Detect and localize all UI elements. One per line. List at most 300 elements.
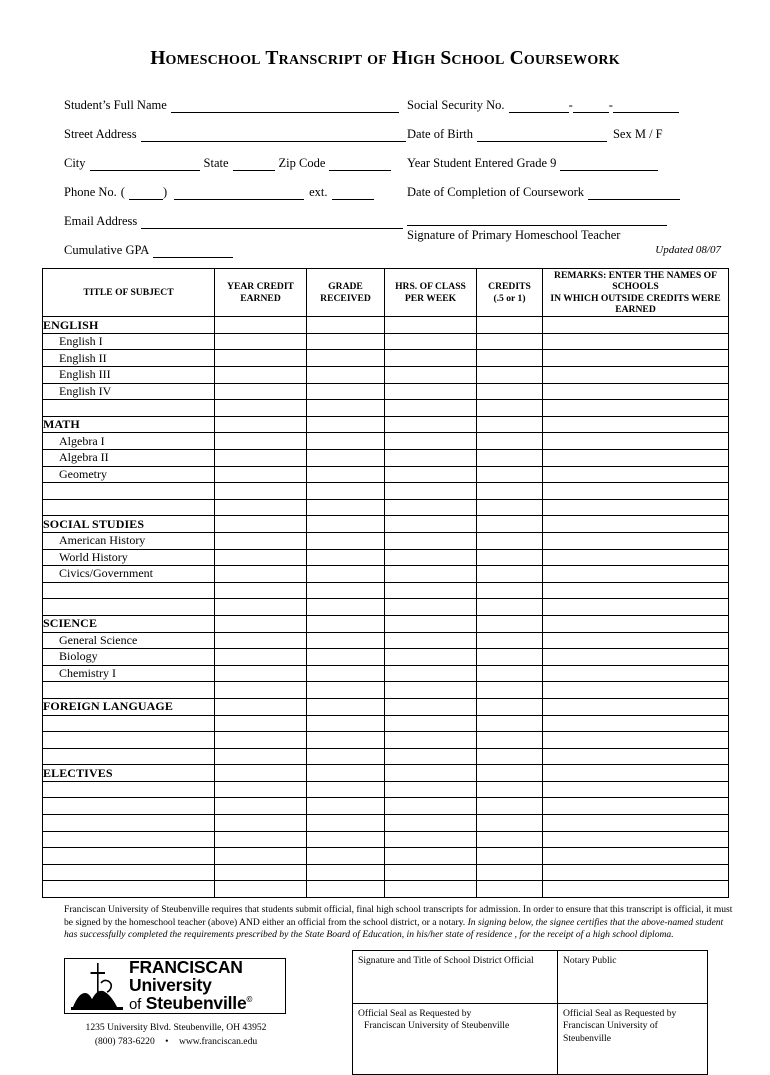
column-header-title-of-subject <box>43 269 215 317</box>
ssn-separator-1: - <box>568 98 573 112</box>
cell-grade-received[interactable] <box>307 483 385 500</box>
cell-year-credit-earned[interactable] <box>215 400 307 417</box>
column-header-grade-received <box>307 269 385 317</box>
table-row <box>43 698 729 715</box>
cell-grade-received[interactable] <box>307 649 385 666</box>
cell-year-credit-earned[interactable] <box>215 350 307 367</box>
label-school-district-official: Signature and Title of School District Official <box>358 955 534 966</box>
field-input-ssn-3[interactable] <box>613 101 679 113</box>
cell-school-district-official[interactable] <box>353 951 558 1004</box>
cell-year-credit-earned[interactable] <box>215 466 307 483</box>
cell-grade-received[interactable] <box>307 499 385 516</box>
cell-credits[interactable] <box>477 698 543 715</box>
cell-grade-received[interactable] <box>307 715 385 732</box>
cell-grade-received[interactable] <box>307 466 385 483</box>
cell-grade-received[interactable] <box>307 682 385 699</box>
cell-remarks[interactable] <box>543 516 729 533</box>
cell-hrs-per-week[interactable] <box>385 698 477 715</box>
cell-hrs-per-week[interactable] <box>385 615 477 632</box>
cell-year-credit-earned[interactable] <box>215 765 307 782</box>
cell-credits[interactable] <box>477 433 543 450</box>
field-input-student-name[interactable] <box>171 101 399 113</box>
cell-hrs-per-week[interactable] <box>385 400 477 417</box>
cell-grade-received[interactable] <box>307 350 385 367</box>
cell-year-credit-earned[interactable] <box>215 582 307 599</box>
field-input-date-of-completion[interactable] <box>588 188 680 200</box>
field-input-zip[interactable] <box>329 159 391 171</box>
cell-remarks[interactable] <box>543 649 729 666</box>
cell-grade-received[interactable] <box>307 516 385 533</box>
table-row <box>43 433 729 450</box>
cell-hrs-per-week[interactable] <box>385 765 477 782</box>
cell-credits[interactable] <box>477 615 543 632</box>
cell-year-credit-earned[interactable] <box>215 798 307 815</box>
label-official-seal-left-line2: Franciscan University of Steubenville <box>364 1020 510 1032</box>
cell-remarks[interactable] <box>543 831 729 848</box>
cell-grade-received[interactable] <box>307 748 385 765</box>
subject-label[interactable]: Biology <box>43 649 215 666</box>
cell-remarks[interactable] <box>543 317 729 334</box>
field-input-ssn-2[interactable] <box>573 101 609 113</box>
cell-hrs-per-week[interactable] <box>385 848 477 865</box>
subject-label[interactable]: Geometry <box>43 466 215 483</box>
cell-year-credit-earned[interactable] <box>215 317 307 334</box>
table-row <box>43 516 729 533</box>
cell-remarks[interactable] <box>543 665 729 682</box>
cell-grade-received[interactable] <box>307 781 385 798</box>
cell-hrs-per-week[interactable] <box>385 483 477 500</box>
section-label: ENGLISH <box>43 317 215 334</box>
cell-remarks[interactable] <box>543 682 729 699</box>
field-street-address[interactable] <box>64 113 407 142</box>
cell-hrs-per-week[interactable] <box>385 549 477 566</box>
cell-credits[interactable] <box>477 798 543 815</box>
cell-hrs-per-week[interactable] <box>385 649 477 666</box>
field-input-ext[interactable] <box>332 188 374 200</box>
cell-credits[interactable] <box>477 549 543 566</box>
field-input-phone-number[interactable] <box>174 188 304 200</box>
cell-remarks[interactable] <box>543 632 729 649</box>
cell-grade-received[interactable] <box>307 367 385 384</box>
cell-remarks[interactable] <box>543 549 729 566</box>
field-ssn[interactable] <box>407 84 727 113</box>
field-date-of-completion[interactable] <box>407 171 727 200</box>
paren-close: ) <box>162 185 168 199</box>
subject-blank-cell[interactable] <box>43 499 215 516</box>
cell-remarks[interactable] <box>543 881 729 898</box>
cell-grade-received[interactable] <box>307 632 385 649</box>
subject-label[interactable]: American History <box>43 532 215 549</box>
subject-blank-cell[interactable] <box>43 848 215 865</box>
subject-blank-cell[interactable] <box>43 881 215 898</box>
column-header-year-credit-earned <box>215 269 307 317</box>
cell-year-credit-earned[interactable] <box>215 732 307 749</box>
field-city-state-zip[interactable] <box>64 142 407 171</box>
cell-remarks[interactable] <box>543 748 729 765</box>
field-label-sex[interactable]: Sex M / F <box>612 127 663 141</box>
cell-hrs-per-week[interactable] <box>385 416 477 433</box>
page-title: Homeschool Transcript of High School Coursework <box>150 48 620 69</box>
cell-remarks[interactable] <box>543 781 729 798</box>
cell-credits[interactable] <box>477 864 543 881</box>
cell-year-credit-earned[interactable] <box>215 848 307 865</box>
section-label: ELECTIVES <box>43 765 215 782</box>
official-signature-area <box>352 950 707 1075</box>
cell-remarks[interactable] <box>543 848 729 865</box>
subject-blank-cell[interactable] <box>43 831 215 848</box>
cell-credits[interactable] <box>477 483 543 500</box>
subject-blank-cell[interactable] <box>43 815 215 832</box>
cell-year-credit-earned[interactable] <box>215 450 307 467</box>
cell-year-credit-earned[interactable] <box>215 383 307 400</box>
cell-grade-received[interactable] <box>307 864 385 881</box>
cell-credits[interactable] <box>477 765 543 782</box>
subject-blank-cell[interactable] <box>43 483 215 500</box>
cell-hrs-per-week[interactable] <box>385 350 477 367</box>
cell-credits[interactable] <box>477 649 543 666</box>
cell-credits[interactable] <box>477 881 543 898</box>
cell-year-credit-earned[interactable] <box>215 665 307 682</box>
field-input-state[interactable] <box>233 159 275 171</box>
cell-year-credit-earned[interactable] <box>215 815 307 832</box>
cell-credits[interactable] <box>477 499 543 516</box>
subject-label[interactable]: English IV <box>43 383 215 400</box>
cell-remarks[interactable] <box>543 416 729 433</box>
field-teacher-signature[interactable] <box>407 200 727 226</box>
cell-notary-public[interactable] <box>558 951 708 1004</box>
table-row <box>43 682 729 699</box>
cell-remarks[interactable] <box>543 599 729 616</box>
table-row <box>43 864 729 881</box>
subject-label[interactable]: World History <box>43 549 215 566</box>
cell-remarks[interactable] <box>543 715 729 732</box>
cell-grade-received[interactable] <box>307 615 385 632</box>
cell-hrs-per-week[interactable] <box>385 499 477 516</box>
cell-year-credit-earned[interactable] <box>215 566 307 583</box>
cell-hrs-per-week[interactable] <box>385 516 477 533</box>
cell-remarks[interactable] <box>543 732 729 749</box>
cell-hrs-per-week[interactable] <box>385 831 477 848</box>
field-year-entered-grade-9[interactable] <box>407 142 727 171</box>
subject-label[interactable]: English III <box>43 367 215 384</box>
cell-credits[interactable] <box>477 367 543 384</box>
field-input-street-address[interactable] <box>141 130 406 142</box>
cell-year-credit-earned[interactable] <box>215 549 307 566</box>
subject-blank-cell[interactable] <box>43 400 215 417</box>
cell-hrs-per-week[interactable] <box>385 632 477 649</box>
cell-year-credit-earned[interactable] <box>215 483 307 500</box>
section-label: SCIENCE <box>43 615 215 632</box>
subject-blank-cell[interactable] <box>43 798 215 815</box>
field-input-year-entered-grade-9[interactable] <box>560 159 658 171</box>
field-email[interactable] <box>64 200 407 229</box>
column-header-remarks <box>543 269 729 317</box>
cell-credits[interactable] <box>477 450 543 467</box>
cell-grade-received[interactable] <box>307 665 385 682</box>
cell-credits[interactable] <box>477 350 543 367</box>
cell-credits[interactable] <box>477 516 543 533</box>
field-label-email: Email Address <box>64 214 138 228</box>
cell-remarks[interactable] <box>543 466 729 483</box>
cell-year-credit-earned[interactable] <box>215 599 307 616</box>
table-row <box>43 765 729 782</box>
logo-steubenville: Steubenville <box>145 993 247 1014</box>
cell-credits[interactable] <box>477 582 543 599</box>
cell-hrs-per-week[interactable] <box>385 566 477 583</box>
cell-remarks[interactable] <box>543 333 729 350</box>
cell-remarks[interactable] <box>543 483 729 500</box>
cell-hrs-per-week[interactable] <box>385 682 477 699</box>
cell-credits[interactable] <box>477 400 543 417</box>
cell-hrs-per-week[interactable] <box>385 864 477 881</box>
cell-year-credit-earned[interactable] <box>215 615 307 632</box>
cell-year-credit-earned[interactable] <box>215 715 307 732</box>
bullet-separator: • <box>165 1035 169 1047</box>
cell-hrs-per-week[interactable] <box>385 815 477 832</box>
table-row <box>43 798 729 815</box>
field-label-date-of-completion: Date of Completion of Coursework <box>407 185 585 199</box>
cell-credits[interactable] <box>477 732 543 749</box>
cell-remarks[interactable] <box>543 566 729 583</box>
table-row <box>43 848 729 865</box>
cell-grade-received[interactable] <box>307 433 385 450</box>
column-header-line: (.5 or 1) <box>493 292 526 304</box>
logo-wordmark <box>129 959 279 1013</box>
field-input-teacher-signature[interactable] <box>407 214 667 226</box>
cell-year-credit-earned[interactable] <box>215 333 307 350</box>
cell-remarks[interactable] <box>543 765 729 782</box>
subject-blank-cell[interactable] <box>43 582 215 599</box>
cell-grade-received[interactable] <box>307 848 385 865</box>
field-cumulative-gpa[interactable] <box>64 229 407 258</box>
cell-remarks[interactable] <box>543 400 729 417</box>
cell-hrs-per-week[interactable] <box>385 532 477 549</box>
field-phone[interactable] <box>64 171 407 200</box>
cell-year-credit-earned[interactable] <box>215 781 307 798</box>
signature-table <box>352 950 708 1075</box>
cell-hrs-per-week[interactable] <box>385 582 477 599</box>
field-date-of-birth[interactable] <box>407 113 727 142</box>
cell-credits[interactable] <box>477 317 543 334</box>
cell-year-credit-earned[interactable] <box>215 416 307 433</box>
cell-credits[interactable] <box>477 715 543 732</box>
signature-row-bottom <box>353 1004 708 1075</box>
cell-year-credit-earned[interactable] <box>215 748 307 765</box>
cell-grade-received[interactable] <box>307 549 385 566</box>
table-header-row <box>43 269 729 317</box>
cell-hrs-per-week[interactable] <box>385 333 477 350</box>
field-input-city[interactable] <box>90 159 200 171</box>
cell-remarks[interactable] <box>543 582 729 599</box>
table-row <box>43 831 729 848</box>
cell-year-credit-earned[interactable] <box>215 831 307 848</box>
cell-credits[interactable] <box>477 383 543 400</box>
subject-blank-cell[interactable] <box>43 748 215 765</box>
cell-credits[interactable] <box>477 416 543 433</box>
cell-hrs-per-week[interactable] <box>385 715 477 732</box>
cell-year-credit-earned[interactable] <box>215 632 307 649</box>
cell-grade-received[interactable] <box>307 333 385 350</box>
cell-hrs-per-week[interactable] <box>385 317 477 334</box>
cell-credits[interactable] <box>477 682 543 699</box>
cell-grade-received[interactable] <box>307 698 385 715</box>
cell-remarks[interactable] <box>543 815 729 832</box>
cell-credits[interactable] <box>477 665 543 682</box>
cell-year-credit-earned[interactable] <box>215 516 307 533</box>
column-header-line: REMARKS: ENTER THE NAMES OF SCHOOLS <box>554 270 717 293</box>
address-line: 1235 University Blvd. Steubenville, OH 43952 <box>85 1022 267 1033</box>
cell-grade-received[interactable] <box>307 416 385 433</box>
cell-credits[interactable] <box>477 532 543 549</box>
cell-grade-received[interactable] <box>307 383 385 400</box>
website-link[interactable]: www.franciscan.edu <box>178 1035 258 1047</box>
subject-label[interactable]: Algebra I <box>43 433 215 450</box>
cell-year-credit-earned[interactable] <box>215 698 307 715</box>
cell-remarks[interactable] <box>543 450 729 467</box>
cell-year-credit-earned[interactable] <box>215 682 307 699</box>
paren-open: ( <box>120 185 125 199</box>
cell-official-seal-left[interactable] <box>353 1004 558 1075</box>
footer-area <box>42 950 728 1075</box>
table-row <box>43 649 729 666</box>
cell-remarks[interactable] <box>543 615 729 632</box>
subject-blank-cell[interactable] <box>43 864 215 881</box>
cell-remarks[interactable] <box>543 350 729 367</box>
cell-hrs-per-week[interactable] <box>385 433 477 450</box>
table-row <box>43 532 729 549</box>
field-label-ssn: Social Security No. <box>407 98 505 112</box>
cell-grade-received[interactable] <box>307 881 385 898</box>
table-row <box>43 599 729 616</box>
cell-remarks[interactable] <box>543 864 729 881</box>
cell-credits[interactable] <box>477 815 543 832</box>
subject-label[interactable]: Algebra II <box>43 450 215 467</box>
cell-grade-received[interactable] <box>307 582 385 599</box>
cell-grade-received[interactable] <box>307 450 385 467</box>
subject-blank-cell[interactable] <box>43 781 215 798</box>
cell-credits[interactable] <box>477 781 543 798</box>
field-input-date-of-birth[interactable] <box>477 130 607 142</box>
cell-remarks[interactable] <box>543 698 729 715</box>
section-label: FOREIGN LANGUAGE <box>43 698 215 715</box>
subject-label[interactable]: General Science <box>43 632 215 649</box>
field-input-email[interactable] <box>141 217 403 229</box>
cell-year-credit-earned[interactable] <box>215 881 307 898</box>
cell-remarks[interactable] <box>543 383 729 400</box>
subject-label[interactable]: English I <box>43 333 215 350</box>
subject-label[interactable]: Civics/Government <box>43 566 215 583</box>
subject-label[interactable]: English II <box>43 350 215 367</box>
table-row <box>43 317 729 334</box>
cell-year-credit-earned[interactable] <box>215 499 307 516</box>
field-label-street-address: Street Address <box>64 127 137 141</box>
label-official-seal-right-line1: Official Seal as Requested by <box>563 1008 677 1019</box>
cell-grade-received[interactable] <box>307 400 385 417</box>
cell-year-credit-earned[interactable] <box>215 433 307 450</box>
cell-remarks[interactable] <box>543 433 729 450</box>
cell-grade-received[interactable] <box>307 732 385 749</box>
cell-hrs-per-week[interactable] <box>385 367 477 384</box>
subject-blank-cell[interactable] <box>43 732 215 749</box>
table-row <box>43 499 729 516</box>
cell-credits[interactable] <box>477 848 543 865</box>
cell-year-credit-earned[interactable] <box>215 367 307 384</box>
cell-hrs-per-week[interactable] <box>385 781 477 798</box>
cell-credits[interactable] <box>477 333 543 350</box>
cell-credits[interactable] <box>477 466 543 483</box>
table-row <box>43 549 729 566</box>
subject-blank-cell[interactable] <box>43 599 215 616</box>
cell-grade-received[interactable] <box>307 765 385 782</box>
column-header-line: GRADE <box>328 281 363 293</box>
cell-hrs-per-week[interactable] <box>385 599 477 616</box>
cell-grade-received[interactable] <box>307 831 385 848</box>
cell-hrs-per-week[interactable] <box>385 881 477 898</box>
cell-remarks[interactable] <box>543 499 729 516</box>
cell-grade-received[interactable] <box>307 566 385 583</box>
cell-credits[interactable] <box>477 632 543 649</box>
cell-grade-received[interactable] <box>307 317 385 334</box>
cell-year-credit-earned[interactable] <box>215 532 307 549</box>
cell-grade-received[interactable] <box>307 798 385 815</box>
cell-official-seal-right[interactable] <box>558 1004 708 1075</box>
cell-hrs-per-week[interactable] <box>385 466 477 483</box>
cell-grade-received[interactable] <box>307 599 385 616</box>
table-row <box>43 450 729 467</box>
cell-credits[interactable] <box>477 566 543 583</box>
header-fields <box>42 84 728 258</box>
field-input-cumulative-gpa[interactable] <box>153 246 233 258</box>
column-header-line: PER WEEK <box>404 292 457 304</box>
field-input-area-code[interactable] <box>129 188 163 200</box>
cell-hrs-per-week[interactable] <box>385 450 477 467</box>
field-label-ext: ext. <box>309 185 328 199</box>
table-row <box>43 732 729 749</box>
field-input-ssn-1[interactable] <box>509 101 569 113</box>
cell-hrs-per-week[interactable] <box>385 732 477 749</box>
subject-blank-cell[interactable] <box>43 715 215 732</box>
cell-grade-received[interactable] <box>307 532 385 549</box>
cell-credits[interactable] <box>477 748 543 765</box>
column-header-line: CREDITS <box>488 281 531 293</box>
cross-and-hills-icon <box>71 961 123 1011</box>
cell-year-credit-earned[interactable] <box>215 649 307 666</box>
cell-remarks[interactable] <box>543 532 729 549</box>
cell-grade-received[interactable] <box>307 815 385 832</box>
cell-hrs-per-week[interactable] <box>385 798 477 815</box>
table-row <box>43 383 729 400</box>
field-student-name[interactable] <box>64 84 407 113</box>
header-right-column <box>407 84 727 258</box>
logo-box <box>64 958 286 1014</box>
cell-remarks[interactable] <box>543 367 729 384</box>
table-row <box>43 416 729 433</box>
cell-credits[interactable] <box>477 831 543 848</box>
cell-hrs-per-week[interactable] <box>385 748 477 765</box>
subject-label[interactable]: Chemistry I <box>43 665 215 682</box>
cell-remarks[interactable] <box>543 798 729 815</box>
table-row <box>43 350 729 367</box>
column-header-line: YEAR CREDIT <box>227 281 294 293</box>
column-header-line: EARNED <box>240 292 281 304</box>
cell-credits[interactable] <box>477 599 543 616</box>
section-label: MATH <box>43 416 215 433</box>
cell-hrs-per-week[interactable] <box>385 665 477 682</box>
cell-year-credit-earned[interactable] <box>215 864 307 881</box>
table-row <box>43 815 729 832</box>
subject-blank-cell[interactable] <box>43 682 215 699</box>
cell-hrs-per-week[interactable] <box>385 383 477 400</box>
